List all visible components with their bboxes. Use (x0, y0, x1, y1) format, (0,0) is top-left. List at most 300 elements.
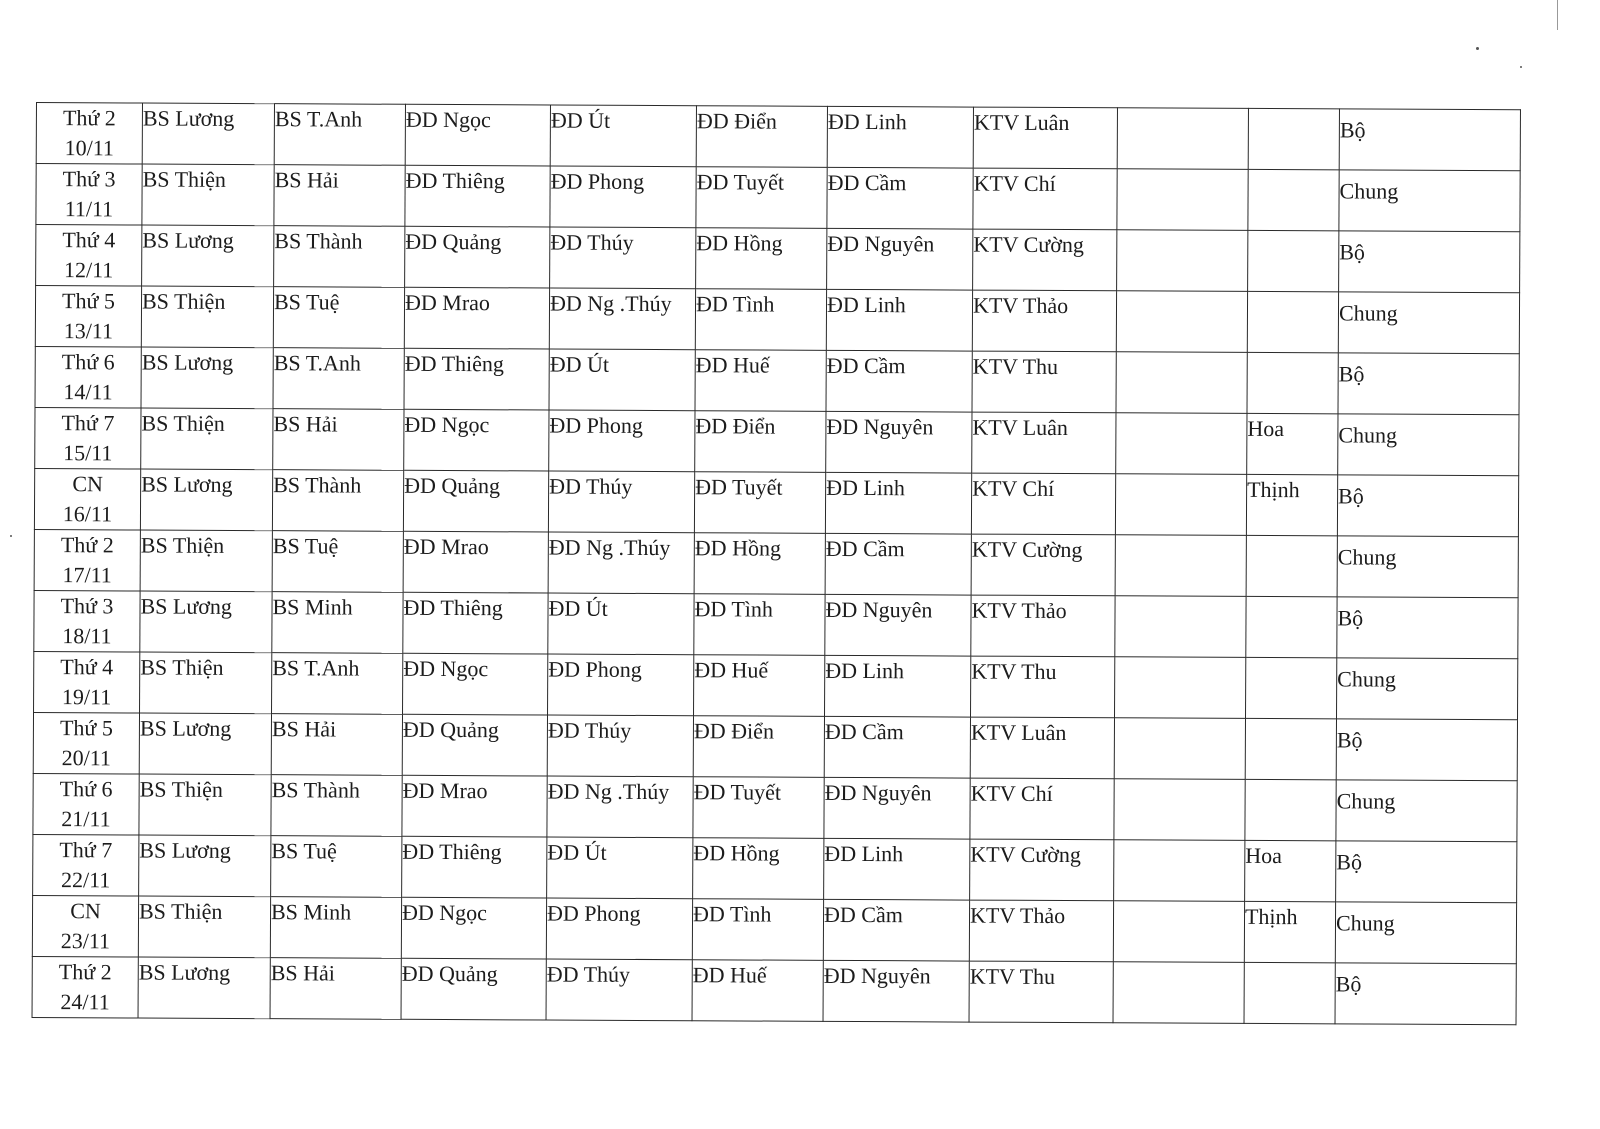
nurse-3-cell (694, 594, 825, 656)
cell-text: BS T.Anh (273, 350, 362, 376)
technician-cell (969, 900, 1113, 962)
day-name: Thứ 2 (60, 532, 114, 558)
day-date-cell (35, 346, 141, 408)
cell-text: KTV Thu (971, 658, 1057, 684)
cell-text: ĐD Ngọc (403, 655, 489, 682)
day-name: Thứ 4 (60, 654, 114, 680)
day-date-cell (35, 407, 141, 469)
doctor-2-cell (273, 287, 404, 349)
nurse-4-cell (825, 594, 971, 656)
nurse-4-cell (827, 228, 973, 290)
cell-text: ĐD Mrao (404, 289, 491, 316)
cell-text: BS Lương (142, 105, 235, 131)
cell-text: BS T.Anh (272, 655, 360, 681)
cell-text: Hoa (1245, 842, 1283, 869)
cell-text: ĐD Cầm (823, 901, 903, 928)
cell-text: ĐD Tình (695, 291, 775, 317)
cell-text: ĐD Hồng (694, 535, 782, 561)
cell-text: ĐD Điển (693, 718, 775, 744)
day-date: 13/11 (63, 318, 114, 344)
cell-text: Bộ (1338, 361, 1365, 387)
cell-text: ĐD Thúy (546, 961, 631, 987)
extra-cell (1116, 413, 1247, 475)
cell-text: Thịnh (1244, 903, 1298, 930)
scan-speck (1520, 66, 1522, 68)
cell-text: ĐD Cầm (825, 535, 905, 562)
day-date-cell (35, 286, 141, 348)
cell-text: KTV Cường (970, 841, 1081, 868)
nurse-1-cell (405, 226, 550, 288)
cell-text: ĐD Thiêng (404, 350, 504, 377)
support-cell (1245, 840, 1336, 901)
cell-text: BS Hải (273, 411, 338, 437)
table-row (33, 773, 1517, 841)
nurse-3-cell (693, 838, 824, 900)
doctor-1-cell (140, 530, 272, 592)
cell-text: KTV Thảo (969, 902, 1066, 929)
table-row (34, 590, 1518, 658)
nurse-2-cell (547, 776, 693, 838)
doctor-1-cell (141, 286, 273, 348)
nurse-3-cell (695, 411, 826, 473)
cell-text: ĐD Ngọc (401, 899, 488, 926)
cell-text: Bộ (1335, 971, 1362, 997)
group-cell (1337, 475, 1518, 537)
cell-text: KTV Thu (972, 353, 1059, 379)
cell-text: BS Thiện (138, 898, 223, 924)
day-date-cell (36, 164, 142, 226)
nurse-2-cell (550, 105, 696, 167)
cell-text: KTV Luân (970, 719, 1067, 746)
cell-text: Chung (1339, 178, 1399, 204)
support-cell (1244, 962, 1335, 1023)
cell-text: ĐD Linh (825, 657, 905, 684)
support-cell (1246, 657, 1337, 718)
day-name: Thứ 4 (62, 227, 116, 253)
cell-text: BS Thành (273, 472, 362, 498)
day-date: 20/11 (61, 745, 111, 771)
cell-text: ĐD Huế (692, 962, 767, 988)
cell-text: Bộ (1336, 849, 1363, 875)
cell-text: BS Lương (139, 715, 232, 741)
cell-text: KTV Cường (973, 231, 1084, 258)
extra-cell (1117, 230, 1248, 292)
cell-text: Chung (1338, 422, 1398, 448)
technician-cell (971, 473, 1115, 535)
day-date: 22/11 (60, 867, 111, 893)
doctor-1-cell (138, 957, 270, 1019)
cell-text: ĐD Tình (694, 596, 774, 622)
day-name: Thứ 5 (62, 288, 116, 314)
technician-cell (971, 595, 1115, 657)
cell-text: ĐD Nguyên (824, 779, 932, 806)
nurse-2-cell (546, 959, 692, 1021)
day-name: CN (70, 898, 101, 924)
cell-text: KTV Chí (972, 475, 1055, 501)
cell-text: ĐD Linh (824, 840, 904, 867)
cell-text: ĐD Quảng (401, 960, 498, 987)
group-cell (1339, 109, 1520, 171)
nurse-4-cell (825, 472, 971, 534)
group-cell (1336, 719, 1517, 781)
cell-text: ĐD Điển (695, 413, 776, 439)
doctor-1-cell (138, 896, 270, 958)
doctor-2-cell (271, 714, 402, 776)
day-name: Thứ 5 (59, 715, 113, 741)
cell-text: KTV Thảo (971, 597, 1067, 624)
cell-text: BS Lương (141, 349, 234, 375)
support-cell (1244, 901, 1335, 962)
cell-text: ĐD Quảng (402, 716, 499, 743)
nurse-2-cell (550, 166, 696, 228)
cell-text: BS Hải (274, 167, 339, 193)
nurse-3-cell (693, 777, 824, 839)
cell-text: ĐD Ngọc (405, 106, 491, 133)
group-cell (1338, 292, 1519, 354)
nurse-4-cell (826, 350, 972, 412)
group-cell (1336, 841, 1517, 903)
doctor-1-cell (140, 591, 272, 653)
nurse-2-cell (549, 349, 695, 411)
doctor-1-cell (142, 225, 274, 287)
day-date: 24/11 (60, 989, 110, 1015)
nurse-3-cell (694, 655, 825, 717)
technician-cell (973, 168, 1117, 230)
nurse-1-cell (405, 104, 550, 166)
extra-cell (1116, 352, 1247, 414)
nurse-2-cell (548, 471, 694, 533)
cell-text: BS Thiện (140, 654, 224, 680)
cell-text: ĐD Nguyên (826, 413, 934, 440)
extra-cell (1113, 962, 1244, 1024)
technician-cell (971, 656, 1115, 718)
doctor-2-cell (271, 775, 402, 837)
cell-text: BS T.Anh (274, 106, 363, 132)
doctor-2-cell (270, 897, 401, 959)
cell-text: ĐD Nguyên (825, 596, 933, 623)
technician-cell (973, 229, 1117, 291)
cell-text: BS Thiện (142, 166, 227, 192)
technician-cell (970, 717, 1114, 779)
group-cell (1337, 658, 1518, 720)
day-date: 14/11 (63, 379, 113, 405)
support-cell (1247, 352, 1338, 413)
cell-text: Bộ (1337, 605, 1364, 631)
day-date-cell (33, 773, 139, 835)
cell-text: ĐD Út (550, 107, 611, 133)
extra-cell (1116, 291, 1247, 353)
table-row (32, 956, 1516, 1024)
nurse-1-cell (403, 653, 548, 715)
doctor-2-cell (273, 409, 404, 471)
day-name: Thứ 2 (58, 959, 112, 985)
extra-cell (1114, 840, 1245, 902)
day-date: 12/11 (63, 257, 114, 283)
doctor-2-cell (271, 836, 402, 898)
day-name: CN (72, 471, 103, 497)
technician-cell (972, 290, 1116, 352)
doctor-1-cell (140, 652, 272, 714)
table-row (33, 712, 1517, 780)
cell-text: BS Thiện (140, 532, 225, 558)
cell-text: Bộ (1339, 117, 1366, 143)
doctor-1-cell (141, 347, 273, 409)
cell-text: ĐD Linh (827, 108, 907, 135)
nurse-3-cell (692, 960, 823, 1022)
cell-text: BS Tuệ (272, 533, 339, 559)
day-name: Thứ 7 (61, 410, 115, 436)
cell-text: KTV Chí (970, 780, 1053, 806)
day-date-cell (34, 529, 140, 591)
technician-cell (973, 107, 1117, 169)
doctor-2-cell (272, 531, 403, 593)
cell-text: ĐD Mrao (403, 533, 489, 560)
table-row (35, 346, 1519, 414)
doctor-1-cell (139, 835, 271, 897)
day-date-cell (34, 590, 140, 652)
cell-text: ĐD Phong (550, 168, 645, 194)
cell-text: Bộ (1339, 239, 1366, 265)
doctor-2-cell (272, 470, 403, 532)
nurse-2-cell (548, 532, 694, 594)
cell-text: ĐD Tình (692, 901, 772, 927)
day-date-cell (34, 651, 140, 713)
support-cell (1245, 718, 1336, 779)
cell-text: BS Hải (270, 960, 335, 986)
cell-text: Bộ (1338, 483, 1364, 509)
extra-cell (1117, 108, 1248, 170)
support-cell (1245, 779, 1336, 840)
extra-cell (1115, 474, 1246, 536)
cell-text: Chung (1338, 300, 1398, 326)
doctor-1-cell (139, 774, 271, 836)
table-row (34, 529, 1518, 597)
nurse-1-cell (403, 531, 548, 593)
nurse-3-cell (696, 167, 827, 229)
day-date-cell (32, 956, 138, 1018)
cell-text: ĐD Ng .Thúy (549, 290, 672, 317)
support-cell (1246, 535, 1337, 596)
nurse-1-cell (402, 836, 547, 898)
cell-text: ĐD Hồng (693, 840, 780, 866)
group-cell (1338, 414, 1519, 476)
cell-text: BS Lương (141, 471, 233, 497)
cell-text: ĐD Út (547, 839, 607, 865)
day-name: Thứ 6 (59, 776, 113, 802)
cell-text: BS Minh (270, 899, 352, 925)
cell-text: ĐD Huế (695, 352, 770, 378)
technician-cell (970, 778, 1114, 840)
doctor-1-cell (142, 103, 274, 165)
cell-text: BS Lương (140, 593, 233, 619)
day-date: 23/11 (60, 928, 111, 954)
roster-body (32, 103, 1520, 1025)
cell-text: BS Thiện (141, 410, 225, 436)
cell-text: ĐD Út (548, 595, 608, 621)
cell-text: BS Minh (272, 594, 353, 620)
day-date: 18/11 (62, 623, 112, 649)
cell-text: ĐD Quảng (404, 472, 501, 499)
cell-text: KTV Thu (969, 963, 1056, 989)
day-date-cell (33, 834, 139, 896)
nurse-4-cell (824, 777, 970, 839)
table-row (34, 468, 1518, 536)
technician-cell (972, 412, 1116, 474)
extra-cell (1115, 596, 1246, 658)
extra-cell (1117, 169, 1248, 231)
nurse-4-cell (826, 289, 972, 351)
nurse-4-cell (823, 899, 969, 961)
group-cell (1339, 231, 1520, 293)
day-date-cell (34, 468, 140, 530)
duty-roster-sheet (32, 102, 1520, 1025)
doctor-2-cell (274, 226, 405, 288)
cell-text: BS Lương (142, 227, 234, 253)
day-date: 21/11 (61, 806, 111, 832)
day-date: 15/11 (63, 440, 113, 466)
day-date: 10/11 (64, 135, 114, 161)
nurse-1-cell (402, 714, 547, 776)
cell-text: KTV Luân (973, 109, 1070, 136)
cell-text: Thịnh (1247, 476, 1300, 503)
day-name: Thứ 6 (61, 349, 115, 375)
day-name: Thứ 3 (60, 593, 114, 619)
doctor-1-cell (141, 408, 273, 470)
doctor-1-cell (139, 713, 271, 775)
cell-text: ĐD Thiêng (405, 167, 505, 194)
cell-text: ĐD Thiêng (402, 838, 502, 865)
nurse-2-cell (550, 227, 696, 289)
nurse-4-cell (827, 167, 973, 229)
extra-cell (1115, 657, 1246, 719)
day-date: 17/11 (62, 562, 112, 588)
cell-text: BS Thiện (139, 776, 224, 802)
cell-text: BS Thành (271, 777, 360, 803)
cell-text: ĐD Nguyên (823, 962, 931, 989)
day-name: Thứ 3 (62, 166, 116, 192)
nurse-2-cell (548, 654, 694, 716)
cell-text: BS Tuệ (271, 838, 337, 864)
nurse-2-cell (548, 593, 694, 655)
table-row (35, 286, 1519, 354)
cell-text: ĐD Nguyên (827, 230, 935, 257)
cell-text: ĐD Điển (696, 108, 778, 134)
nurse-3-cell (694, 533, 825, 595)
doctor-2-cell (274, 165, 405, 227)
group-cell (1335, 963, 1516, 1025)
extra-cell (1114, 779, 1245, 841)
group-cell (1338, 353, 1519, 415)
nurse-1-cell (405, 165, 550, 227)
doctor-2-cell (273, 348, 404, 410)
day-name: Thứ 7 (59, 837, 113, 863)
day-date-cell (33, 712, 139, 774)
cell-text: ĐD Phong (546, 900, 641, 926)
cell-text: ĐD Tuyết (695, 474, 783, 500)
scan-speck (1476, 47, 1479, 50)
day-date: 11/11 (64, 196, 114, 222)
cell-text: ĐD Linh (826, 474, 906, 501)
day-name: Thứ 2 (62, 105, 116, 131)
doctor-2-cell (270, 958, 401, 1020)
cell-text: ĐD Hồng (696, 230, 783, 256)
nurse-1-cell (401, 897, 546, 959)
day-date: 16/11 (62, 501, 113, 527)
group-cell (1335, 902, 1516, 964)
doctor-2-cell (274, 104, 405, 166)
day-date-cell (36, 103, 142, 165)
cell-text: ĐD Thúy (550, 229, 634, 255)
cell-text: Bộ (1336, 727, 1363, 753)
support-cell (1248, 108, 1339, 169)
nurse-4-cell (826, 411, 972, 473)
nurse-2-cell (546, 898, 692, 960)
nurse-4-cell (823, 960, 969, 1022)
nurse-1-cell (403, 470, 548, 532)
group-cell (1339, 170, 1520, 232)
cell-text: ĐD Thúy (549, 473, 633, 499)
support-cell (1248, 230, 1339, 291)
nurse-3-cell (696, 106, 827, 168)
nurse-4-cell (824, 716, 970, 778)
cell-text: KTV Thảo (972, 292, 1069, 319)
technician-cell (969, 961, 1113, 1023)
nurse-1-cell (404, 409, 549, 471)
cell-text: Chung (1337, 544, 1397, 570)
support-cell (1246, 474, 1337, 535)
nurse-3-cell (694, 472, 825, 534)
group-cell (1336, 780, 1517, 842)
nurse-1-cell (403, 592, 548, 654)
cell-text: ĐD Linh (826, 291, 906, 318)
cell-text: ĐD Thiêng (403, 594, 503, 621)
table-row (36, 103, 1520, 171)
day-date-cell (36, 225, 142, 287)
cell-text: ĐD Huế (694, 657, 769, 683)
day-date: 19/11 (61, 684, 112, 710)
nurse-4-cell (827, 106, 973, 168)
doctor-2-cell (272, 592, 403, 654)
cell-text: ĐD Ng .Thúy (548, 534, 671, 561)
nurse-2-cell (549, 288, 695, 350)
cell-text: ĐD Mrao (402, 777, 488, 804)
technician-cell (972, 351, 1116, 413)
cell-text: BS Tuệ (273, 289, 340, 315)
cell-text: BS Hải (271, 716, 337, 742)
nurse-3-cell (695, 289, 826, 351)
cell-text: ĐD Quảng (405, 228, 502, 255)
nurse-1-cell (401, 958, 546, 1020)
cell-text: Chung (1336, 788, 1396, 814)
group-cell (1337, 597, 1518, 659)
nurse-4-cell (825, 655, 971, 717)
duty-roster-table (32, 102, 1521, 1025)
cell-text: ĐD Cầm (824, 718, 904, 745)
table-row (36, 164, 1520, 232)
doctor-1-cell (140, 469, 272, 531)
nurse-3-cell (696, 228, 827, 290)
cell-text: BS Thành (274, 228, 363, 254)
day-date-cell (32, 895, 138, 957)
nurse-2-cell (549, 410, 695, 472)
table-row (32, 895, 1516, 963)
nurse-3-cell (693, 716, 824, 778)
cell-text: ĐD Tuyết (693, 779, 782, 805)
table-row (35, 407, 1519, 475)
nurse-1-cell (402, 775, 547, 837)
technician-cell (971, 534, 1115, 596)
technician-cell (970, 839, 1114, 901)
